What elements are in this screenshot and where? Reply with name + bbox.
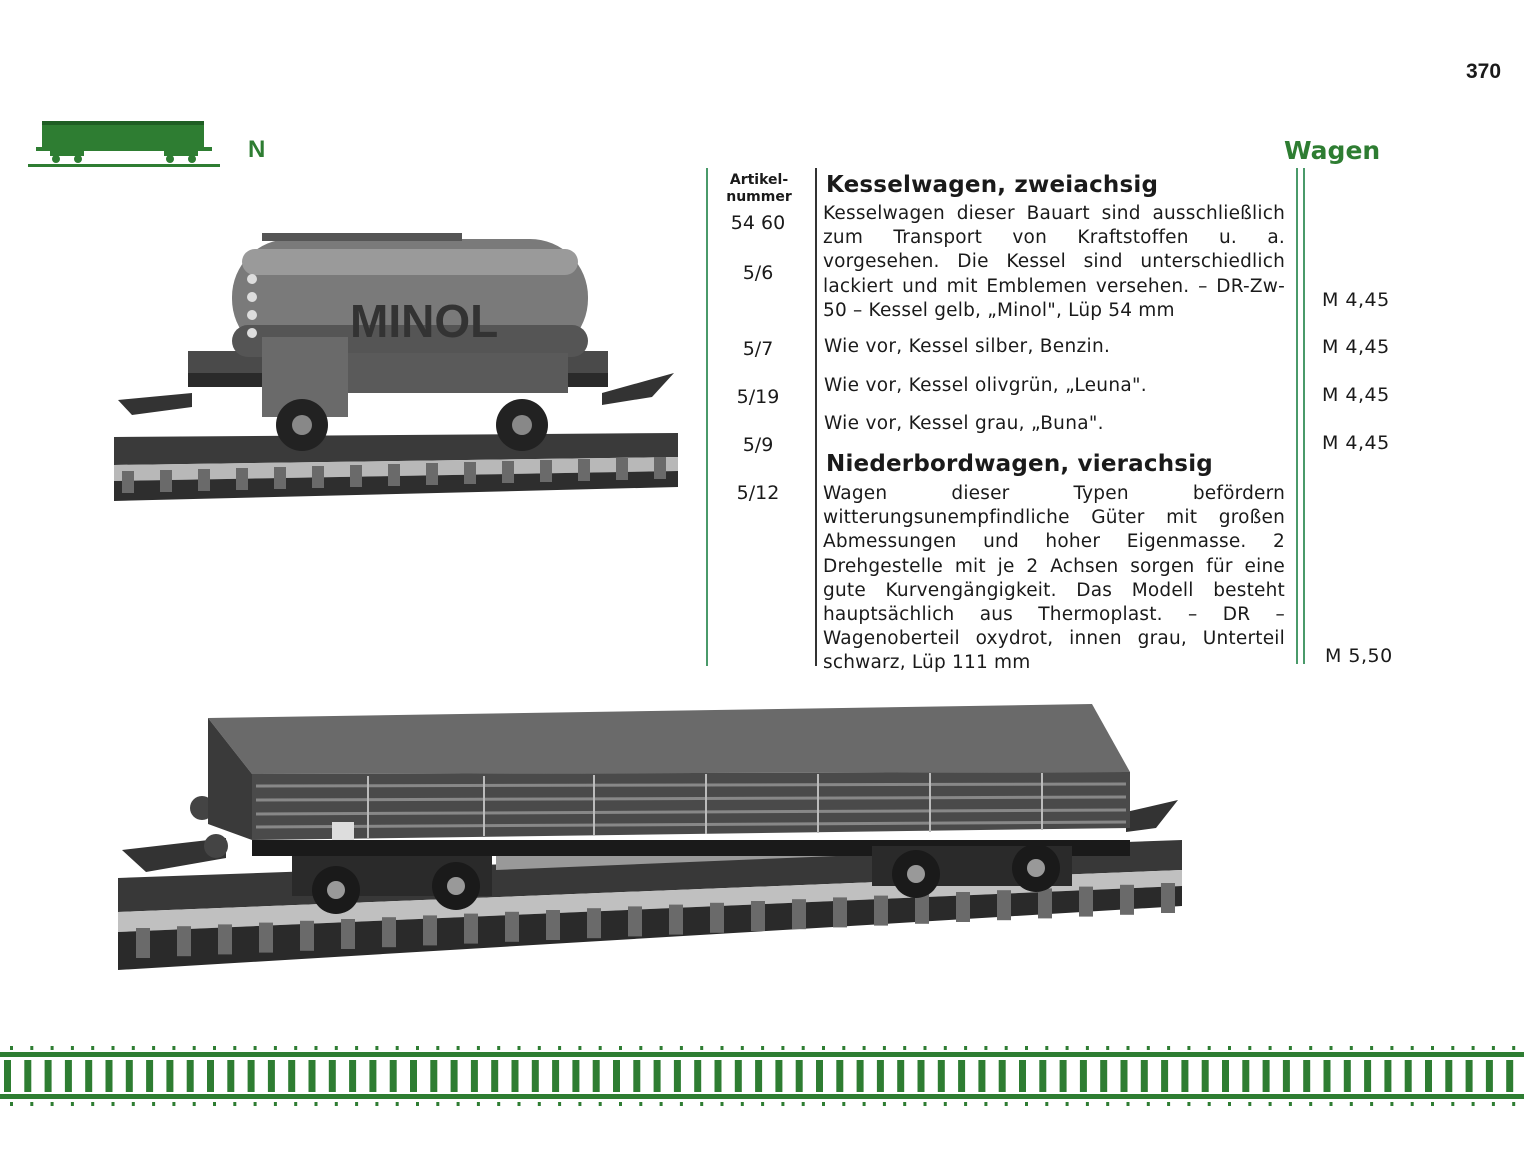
track-spike xyxy=(1208,1102,1211,1106)
track-spike xyxy=(1309,1046,1312,1050)
track-spike xyxy=(578,1102,581,1106)
track-tie xyxy=(309,1060,316,1092)
track-spike xyxy=(558,1102,561,1106)
track-spike xyxy=(903,1046,906,1050)
track-spike xyxy=(802,1046,805,1050)
track-spike xyxy=(132,1102,135,1106)
track-tie xyxy=(390,1060,397,1092)
track-tie xyxy=(4,1060,11,1092)
track-spike xyxy=(1187,1046,1190,1050)
track-spike xyxy=(1390,1046,1393,1050)
track-spike xyxy=(1512,1046,1515,1050)
track-tie xyxy=(430,1060,437,1092)
scale-label: N xyxy=(248,136,266,163)
track-spike xyxy=(1187,1102,1190,1106)
track-spike xyxy=(984,1046,987,1050)
track-spike xyxy=(335,1046,338,1050)
item-price: M 4,45 xyxy=(1322,432,1390,454)
track-border-decoration xyxy=(0,1044,1524,1108)
track-tie xyxy=(106,1060,113,1092)
track-spike xyxy=(518,1046,521,1050)
track-spike xyxy=(984,1102,987,1106)
track-spike xyxy=(1045,1046,1048,1050)
track-tie xyxy=(491,1060,498,1092)
track-spike xyxy=(10,1046,13,1050)
track-spike xyxy=(721,1046,724,1050)
track-spike xyxy=(497,1046,500,1050)
item-price: M 4,45 xyxy=(1322,384,1390,406)
track-tie xyxy=(166,1060,173,1092)
track-tie xyxy=(572,1060,579,1092)
track-tie xyxy=(268,1060,275,1092)
track-spike xyxy=(375,1102,378,1106)
track-spike xyxy=(213,1102,216,1106)
track-spike xyxy=(1127,1102,1130,1106)
track-spike xyxy=(1106,1046,1109,1050)
track-spike xyxy=(639,1102,642,1106)
track-tie xyxy=(877,1060,884,1092)
track-spike xyxy=(1309,1102,1312,1106)
track-tie xyxy=(451,1060,458,1092)
track-spike xyxy=(1147,1102,1150,1106)
track-spike xyxy=(1005,1046,1008,1050)
track-spike xyxy=(30,1046,33,1050)
track-spike xyxy=(924,1046,927,1050)
track-sleeper xyxy=(669,905,683,935)
track-sleeper xyxy=(382,917,396,947)
track-spike xyxy=(1492,1046,1495,1050)
track-tie xyxy=(999,1060,1006,1092)
item-price: M 4,45 xyxy=(1322,289,1390,311)
track-tie xyxy=(24,1060,31,1092)
track-spike xyxy=(1431,1102,1434,1106)
section-title: Wagen xyxy=(1284,136,1381,165)
track-spike xyxy=(1228,1102,1231,1106)
track-spike xyxy=(112,1046,115,1050)
track-spike xyxy=(396,1102,399,1106)
article-number-header: Artikel- nummer xyxy=(726,172,792,205)
tank-lettering: MINOL xyxy=(350,295,499,347)
track-spike xyxy=(903,1102,906,1106)
track-spike xyxy=(254,1102,257,1106)
track-spike xyxy=(822,1102,825,1106)
track-spike xyxy=(1411,1046,1414,1050)
track-spike xyxy=(274,1102,277,1106)
track-spike xyxy=(599,1046,602,1050)
track-sleeper xyxy=(792,899,806,929)
track-spike xyxy=(741,1102,744,1106)
track-spike xyxy=(700,1046,703,1050)
track-sleeper xyxy=(874,896,888,926)
track-spike xyxy=(315,1046,318,1050)
track-tie xyxy=(1060,1060,1067,1092)
article-number: 5/9 xyxy=(742,434,774,456)
track-spike xyxy=(71,1102,74,1106)
track-spike xyxy=(842,1102,845,1106)
track-spike xyxy=(193,1102,196,1106)
item-title: Kesselwagen, zweiachsig xyxy=(826,172,1159,198)
item-price: M 5,50 xyxy=(1325,645,1393,667)
track-spike xyxy=(599,1102,602,1106)
track-sleeper xyxy=(423,915,437,945)
track-tie xyxy=(1344,1060,1351,1092)
track-tie xyxy=(410,1060,417,1092)
track-tie xyxy=(1506,1060,1513,1092)
track-spike xyxy=(761,1046,764,1050)
track-tie xyxy=(1181,1060,1188,1092)
track-spike xyxy=(1106,1102,1109,1106)
track-sleeper xyxy=(1120,885,1134,915)
item-line: Wie vor, Kessel silber, Benzin. xyxy=(824,336,1111,357)
track-tie xyxy=(1222,1060,1229,1092)
item-description: Kesselwagen dieser Bauart sind ausschließlich zum Transport von Kraftstoffen u. a. vorgesehen. Die Kessel sind unterschiedlich lackiert und mit Emblemen versehen. – DR-Zw-50 – Kessel gelb, „Minol", Lüp 54 mm xyxy=(823,203,1285,321)
track-sleeper xyxy=(341,919,355,949)
track-tie xyxy=(978,1060,985,1092)
track-spike xyxy=(883,1046,886,1050)
track-spike xyxy=(416,1046,419,1050)
track-tie xyxy=(1364,1060,1371,1092)
track-tie xyxy=(775,1060,782,1092)
track-spike xyxy=(924,1102,927,1106)
track-spike xyxy=(863,1102,866,1106)
track-sleeper xyxy=(546,910,560,940)
track-spike xyxy=(518,1102,521,1106)
item-line: Wie vor, Kessel olivgrün, „Leuna". xyxy=(824,375,1147,396)
track-spike xyxy=(294,1046,297,1050)
track-sleeper xyxy=(1079,887,1093,917)
item-line: Wie vor, Kessel grau, „Buna". xyxy=(824,413,1104,434)
track-tie xyxy=(1100,1060,1107,1092)
track-tie xyxy=(329,1060,336,1092)
track-tie xyxy=(796,1060,803,1092)
track-sleeper xyxy=(751,901,765,931)
track-spike xyxy=(436,1046,439,1050)
track-sleeper xyxy=(710,903,724,933)
track-tie xyxy=(187,1060,194,1092)
track-tie xyxy=(1425,1060,1432,1092)
track-sleeper xyxy=(218,924,232,954)
track-spike xyxy=(1370,1046,1373,1050)
track-tie xyxy=(674,1060,681,1092)
track-tie xyxy=(1466,1060,1473,1092)
track-sleeper xyxy=(997,890,1011,920)
track-spike xyxy=(1370,1102,1373,1106)
track-spike xyxy=(1289,1046,1292,1050)
track-spike xyxy=(375,1046,378,1050)
track-tie xyxy=(694,1060,701,1092)
track-spike xyxy=(274,1046,277,1050)
track-sleeper xyxy=(464,914,478,944)
track-spike xyxy=(1472,1102,1475,1106)
track-tie xyxy=(918,1060,925,1092)
track-spike xyxy=(883,1102,886,1106)
track-tie xyxy=(288,1060,295,1092)
track-spike xyxy=(477,1102,480,1106)
track-spike xyxy=(477,1046,480,1050)
track-spike xyxy=(1127,1046,1130,1050)
track-spike xyxy=(233,1046,236,1050)
track-tie xyxy=(1384,1060,1391,1092)
track-spike xyxy=(10,1102,13,1106)
track-spike xyxy=(964,1102,967,1106)
track-spike xyxy=(660,1102,663,1106)
track-tie xyxy=(857,1060,864,1092)
track-tie xyxy=(593,1060,600,1092)
track-spike xyxy=(112,1102,115,1106)
track-spike xyxy=(1147,1046,1150,1050)
track-spike xyxy=(944,1046,947,1050)
track-spike xyxy=(457,1046,460,1050)
track-tie xyxy=(45,1060,52,1092)
track-tie xyxy=(836,1060,843,1092)
track-spike xyxy=(193,1046,196,1050)
track-spike xyxy=(680,1046,683,1050)
track-spike xyxy=(558,1046,561,1050)
track-spike xyxy=(619,1046,622,1050)
track-tie xyxy=(1161,1060,1168,1092)
track-tie xyxy=(349,1060,356,1092)
track-spike xyxy=(315,1102,318,1106)
track-spike xyxy=(842,1046,845,1050)
track-tie xyxy=(1303,1060,1310,1092)
track-tie xyxy=(1283,1060,1290,1092)
track-spike xyxy=(721,1102,724,1106)
track-tie xyxy=(207,1060,214,1092)
track-spike xyxy=(781,1046,784,1050)
track-spike xyxy=(1431,1046,1434,1050)
track-spike xyxy=(538,1046,541,1050)
track-spike xyxy=(355,1102,358,1106)
track-tie xyxy=(369,1060,376,1092)
track-sleeper xyxy=(1161,883,1175,913)
track-spike xyxy=(1086,1102,1089,1106)
track-spike xyxy=(619,1102,622,1106)
track-tie xyxy=(613,1060,620,1092)
track-spike xyxy=(335,1102,338,1106)
track-tie xyxy=(735,1060,742,1092)
article-number: 5/19 xyxy=(736,386,780,408)
track-tie xyxy=(85,1060,92,1092)
track-sleeper xyxy=(300,921,314,951)
track-spike xyxy=(172,1102,175,1106)
track-spike xyxy=(1269,1046,1272,1050)
track-spike xyxy=(436,1102,439,1106)
track-spike xyxy=(680,1102,683,1106)
item-title: Niederbordwagen, vierachsig xyxy=(826,451,1213,477)
track-spike xyxy=(1086,1046,1089,1050)
track-tie xyxy=(1121,1060,1128,1092)
track-tie xyxy=(654,1060,661,1092)
track-spike xyxy=(1350,1102,1353,1106)
track-spike xyxy=(457,1102,460,1106)
track-spike xyxy=(152,1102,155,1106)
article-number: 5/12 xyxy=(736,482,780,504)
track-spike xyxy=(781,1102,784,1106)
column-rule xyxy=(1303,168,1305,664)
track-tie xyxy=(1324,1060,1331,1092)
track-spike xyxy=(944,1102,947,1106)
track-tie xyxy=(897,1060,904,1092)
track-sleeper xyxy=(628,906,642,936)
track-spike xyxy=(660,1046,663,1050)
track-tie xyxy=(1019,1060,1026,1092)
track-spike xyxy=(1472,1046,1475,1050)
track-sleeper xyxy=(136,928,150,958)
page-number: 370 xyxy=(1466,60,1502,83)
track-spike xyxy=(1492,1102,1495,1106)
track-spike xyxy=(1248,1046,1251,1050)
track-sleeper xyxy=(1038,888,1052,918)
track-spike xyxy=(1269,1102,1272,1106)
track-sleeper xyxy=(587,908,601,938)
track-tie xyxy=(816,1060,823,1092)
track-tie xyxy=(1202,1060,1209,1092)
track-tie xyxy=(227,1060,234,1092)
track-tie xyxy=(552,1060,559,1092)
track-tie xyxy=(1242,1060,1249,1092)
track-tie xyxy=(755,1060,762,1092)
track-spike xyxy=(1228,1046,1231,1050)
track-tie xyxy=(512,1060,519,1092)
track-spike xyxy=(416,1102,419,1106)
track-spike xyxy=(254,1046,257,1050)
article-number: 5/7 xyxy=(742,338,774,360)
column-rule xyxy=(706,168,708,666)
track-spike xyxy=(802,1102,805,1106)
track-spike xyxy=(355,1046,358,1050)
track-tie xyxy=(65,1060,72,1092)
track-spike xyxy=(1289,1102,1292,1106)
track-tie xyxy=(146,1060,153,1092)
track-spike xyxy=(91,1046,94,1050)
track-spike xyxy=(1045,1102,1048,1106)
track-spike xyxy=(71,1046,74,1050)
track-sleeper xyxy=(505,912,519,942)
track-tie xyxy=(1263,1060,1270,1092)
article-number: 5/6 xyxy=(742,262,774,284)
track-spike xyxy=(761,1102,764,1106)
track-spike xyxy=(172,1046,175,1050)
track-spike xyxy=(822,1046,825,1050)
track-tie xyxy=(1141,1060,1148,1092)
track-spike xyxy=(1390,1102,1393,1106)
track-sleeper xyxy=(833,897,847,927)
article-number: 54 60 xyxy=(730,212,786,234)
track-sleeper xyxy=(915,894,929,924)
track-tie xyxy=(938,1060,945,1092)
wagon-emblem-icon xyxy=(28,118,220,170)
track-tie xyxy=(248,1060,255,1092)
track-spike xyxy=(1167,1046,1170,1050)
track-spike xyxy=(639,1046,642,1050)
track-spike xyxy=(1208,1046,1211,1050)
track-spike xyxy=(1451,1046,1454,1050)
track-spike xyxy=(233,1102,236,1106)
track-spike xyxy=(1005,1102,1008,1106)
column-rule xyxy=(1296,168,1298,664)
track-spike xyxy=(1350,1046,1353,1050)
track-spike xyxy=(741,1046,744,1050)
track-spike xyxy=(51,1102,54,1106)
flat-wagon-photo xyxy=(116,700,1186,978)
track-tie xyxy=(126,1060,133,1092)
track-spike xyxy=(1330,1046,1333,1050)
track-tie xyxy=(715,1060,722,1092)
track-sleeper xyxy=(259,923,273,953)
track-spike xyxy=(863,1046,866,1050)
track-spike xyxy=(152,1046,155,1050)
tank-wagon-photo xyxy=(112,225,682,505)
track-tie xyxy=(532,1060,539,1092)
track-spike xyxy=(538,1102,541,1106)
track-spike xyxy=(213,1046,216,1050)
track-spike xyxy=(1025,1046,1028,1050)
track-spike xyxy=(132,1046,135,1050)
track-tie xyxy=(471,1060,478,1092)
track-spike xyxy=(1025,1102,1028,1106)
track-sleeper xyxy=(956,892,970,922)
track-spike xyxy=(497,1102,500,1106)
item-description: Wagen dieser Typen befördern witterungsunempfindliche Güter mit großen Abmessungen und hoher Eigenmasse. 2 Drehgestelle mit je 2 Achsen sorgen für eine gute Kurvengängigkeit. Das Modell besteht hauptsächlich aus Thermoplast. – DR – Wagenoberteil oxydrot, innen grau, Unterteil schwarz, Lüp 111 mm xyxy=(823,483,1285,674)
track-spike xyxy=(396,1046,399,1050)
track-tie xyxy=(1486,1060,1493,1092)
track-spike xyxy=(1248,1102,1251,1106)
track-tie xyxy=(1405,1060,1412,1092)
track-spike xyxy=(1451,1102,1454,1106)
track-tie xyxy=(958,1060,965,1092)
track-spike xyxy=(964,1046,967,1050)
track-spike xyxy=(1411,1102,1414,1106)
track-spike xyxy=(30,1102,33,1106)
track-tie xyxy=(633,1060,640,1092)
track-spike xyxy=(51,1046,54,1050)
track-spike xyxy=(1167,1102,1170,1106)
track-spike xyxy=(1066,1046,1069,1050)
track-sleeper xyxy=(177,926,191,956)
track-spike xyxy=(700,1102,703,1106)
track-spike xyxy=(1512,1102,1515,1106)
track-spike xyxy=(1330,1102,1333,1106)
track-tie xyxy=(1445,1060,1452,1092)
item-price: M 4,45 xyxy=(1322,336,1390,358)
column-rule xyxy=(815,168,817,666)
track-spike xyxy=(1066,1102,1069,1106)
track-spike xyxy=(294,1102,297,1106)
track-tie xyxy=(1080,1060,1087,1092)
track-tie xyxy=(1039,1060,1046,1092)
track-spike xyxy=(91,1102,94,1106)
track-spike xyxy=(578,1046,581,1050)
